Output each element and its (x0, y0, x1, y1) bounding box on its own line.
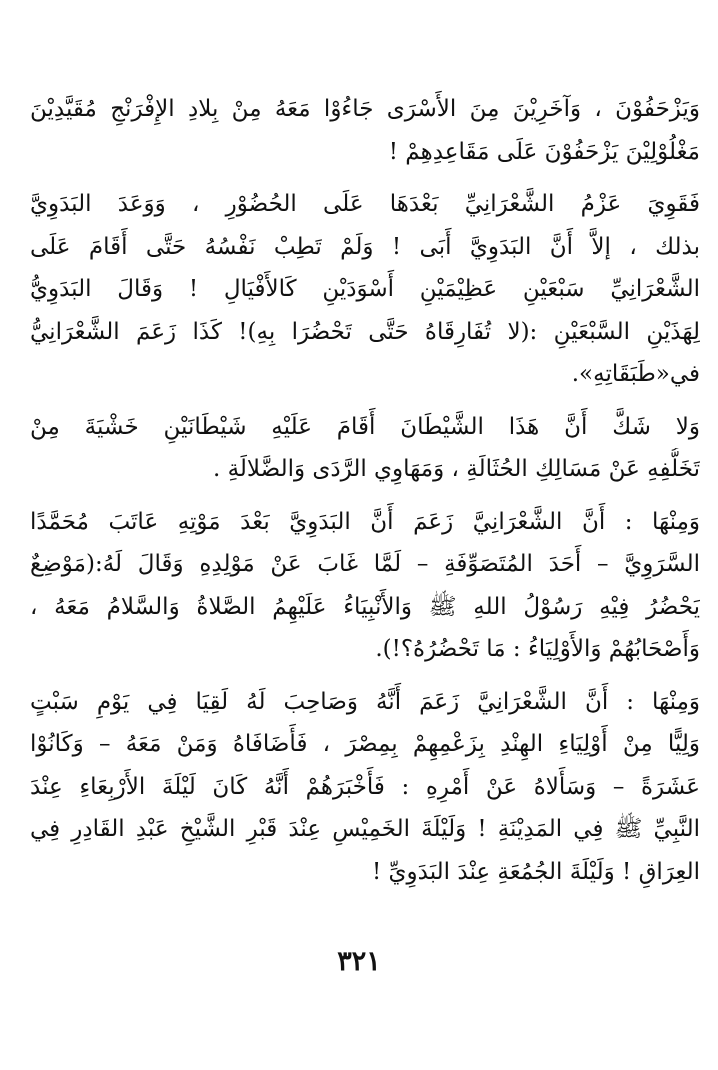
text-line: وَمِنْهَا : أَنَّ الشَّعْرَانِيَّ زَعَمَ أَنَّ البَدَوِيَّ بَعْدَ مَوْتِهِ عَاتَبَ مُحَمَّدًا (30, 508, 700, 535)
paragraph (30, 183, 700, 396)
page-number: ٣٢١ (337, 946, 381, 977)
text-line: السَّرَوِيَّ – أَحَدَ المُتَصَوِّفَةِ – لَمَّا غَابَ عَنْ مَوْلِدِهِ وَقَالَ لَهُ:(مَوْضِعٌ (30, 551, 700, 577)
text-line: لِهَذَيْنِ السَّبْعَيْنِ :(لا تُفَارِقَاهُ حَتَّى تَحْضُرَا بِهِ)! كَذَا زَعَمَ الشَّعْرَانِيُّ (30, 318, 700, 345)
text-line: في«طَبَقَاتِهِ». (571, 361, 700, 387)
text-line: تَخَلُّفِهِ عَنْ مَسَالِكِ الحُثَالَةِ ، وَمَهَاوِي الرَّدَى وَالضَّلالَةِ . (212, 456, 700, 482)
paragraph (30, 88, 700, 173)
text-line: فَقَوِيَ عَزْمُ الشَّعْرَانِيِّ بَعْدَهَا عَلَى الحُضُوْرِ ، وَوَعَدَ البَدَوِيَّ (30, 191, 700, 217)
text-line: مَغْلُوْلِيْنَ يَزْحَفُوْنَ عَلَى مَقَاعِدِهِمْ ! (388, 138, 700, 165)
text-line: وَلا شَكَّ أَنَّ هَذَا الشَّيْطَانَ أَقَامَ عَلَيْهِ شَيْطَانَيْنِ خَشْيَةَ مِنْ (30, 413, 700, 440)
text-line: وَيَزْحَفُوْنَ ، وَآخَرِيْنَ مِنَ الأَسْرَى جَاءُوْا مَعَهُ مِنْ بِلادِ الإِفْرَنْجِ مُقَيَّدِيْنَ (30, 96, 700, 122)
text-line: العِرَاقِ ! وَلَيْلَةَ الجُمُعَةِ عِنْدَ البَدَوِيِّ ! (372, 858, 700, 885)
text-line: يَحْضُرُ فِيْهِ رَسُوْلُ اللهِ ﷺ وَالأَنْبِيَاءُ عَلَيْهِمُ الصَّلاةُ وَالسَّلامُ مَعَهُ ، (30, 593, 700, 620)
text-line: الشَّعْرَانِيِّ سَبْعَيْنِ عَظِيْمَيْنِ أَسْوَدَيْنِ كَالأَفْيَالِ ! وَقَالَ البَدَوِيُّ (30, 276, 700, 302)
text-line: بذلك ، إلاَّ أَنَّ البَدَوِيَّ أَبَى ! وَلَمْ تَطِبْ نَفْسُهُ حَتَّى أَقَامَ عَلَى (30, 233, 700, 260)
paragraph (30, 406, 700, 491)
page-body (30, 88, 700, 893)
paragraph (30, 501, 700, 671)
paragraph (30, 681, 700, 894)
text-line: عَشَرَةً – وَسَأَلاهُ عَنْ أَمْرِهِ : فَأَخْبَرَهُمْ أَنَّهُ كَانَ لَيْلَةَ الأَرْبِعَاءِ عِنْدَ (30, 773, 700, 800)
text-line: وَأَصْحَابُهُمْ وَالأَوْلِيَاءُ : مَا تَحْضُرُهُ؟!). (375, 636, 700, 662)
text-line: وَلِيًّا مِنْ أَوْلِيَاءِ الهِنْدِ بِزَعْمِهِمْ بِمِصْرَ ، فَأَضَافَاهُ وَمَنْ مَعَهُ – وَكَانُوْا (30, 731, 700, 757)
text-line: وَمِنْهَا : أَنَّ الشَّعْرَانِيَّ زَعَمَ أَنَّهُ وَصَاحِبَ لَهُ لَقِيَا فِي يَوْمِ سَبْتٍ (30, 688, 700, 715)
text-line: النَّبِيِّ ﷺ فِي المَدِيْنَةِ ! وَلَيْلَةَ الخَمِيْسِ عِنْدَ قَبْرِ الشَّيْخِ عَبْدِ القَادِرِ فِي (30, 816, 700, 842)
